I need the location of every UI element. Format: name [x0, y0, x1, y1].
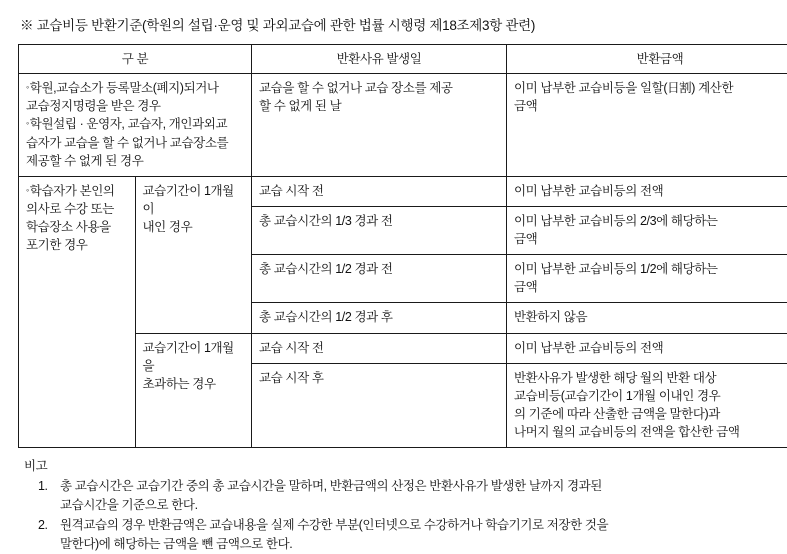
header-reason-date: 반환사유 발생일: [252, 45, 507, 74]
table-header-row: [19, 45, 787, 74]
list-item: [38, 477, 769, 515]
notes-section: [24, 457, 769, 554]
reason-cell: 교습 시작 전: [252, 176, 507, 206]
division-cell-group1: ◦ 학원,교습소가 등록말소(폐지)되거나 교습정지명령을 받은 경우 ◦ 학원설립 · 운영자, 교습자, 개인과외교 습자가 교습을 할 수 없거나 교습장소를 제공할 수 없게 된 경우: [19, 74, 252, 177]
reason-cell: 총 교습시간의 1/2 경과 전: [252, 255, 507, 303]
note-number: 1.: [38, 477, 48, 496]
division-cell-group2: ◦ 학습자가 본인의 의사로 수강 또는 학습장소 사용을 포기한 경우: [19, 176, 136, 447]
amount-cell: 이미 납부한 교습비등의 전액: [507, 176, 787, 206]
note-line: 말한다)에 해당하는 금액을 뺀 금액으로 한다.: [60, 535, 769, 554]
note-line: 원격교습의 경우 반환금액은 교습내용을 실제 수강한 부분(인터넷으로 수강하거나 학습기기로 저장한 것을: [60, 516, 769, 535]
note-line: 총 교습시간은 교습기간 중의 총 교습시간을 말하며, 반환금액의 산정은 반환사유가 발생한 날까지 경과된: [60, 477, 769, 496]
table-row: [19, 74, 787, 177]
amount-cell: 이미 납부한 교습비등의 1/2에 해당하는 금액: [507, 255, 787, 303]
list-item: [38, 516, 769, 554]
reason-cell: 교습 시작 후: [252, 363, 507, 448]
header-division: 구 분: [19, 45, 252, 74]
reason-cell-group1: 교습을 할 수 없거나 교습 장소를 제공 할 수 없게 된 날: [252, 74, 507, 177]
amount-cell-group1: 이미 납부한 교습비등을 일할(日割) 계산한 금액: [507, 74, 787, 177]
subdivision-cell-over-one-month: 교습기간이 1개월을 초과하는 경우: [135, 333, 252, 448]
notes-label: 비고: [24, 457, 769, 476]
refund-criteria-table: [18, 44, 787, 448]
subdivision-cell-within-one-month: 교습기간이 1개월 이 내인 경우: [135, 176, 252, 333]
header-refund-amount: 반환금액: [507, 45, 787, 74]
note-line: 교습시간을 기준으로 한다.: [60, 496, 769, 515]
notes-list: [24, 477, 769, 554]
note-number: 2.: [38, 516, 48, 535]
reason-cell: 교습 시작 전: [252, 333, 507, 363]
reason-cell: 총 교습시간의 1/2 경과 후: [252, 303, 507, 333]
table-row: [19, 176, 787, 206]
reason-cell: 총 교습시간의 1/3 경과 전: [252, 206, 507, 254]
page-title: ※ 교습비등 반환기준(학원의 설립·운영 및 과외교습에 관한 법률 시행령 제18조제3항 관련): [20, 14, 769, 34]
amount-cell: 반환사유가 발생한 해당 월의 반환 대상 교습비등(교습기간이 1개월 이내인 경우 의 기준에 따라 산출한 금액을 말한다)과 나머지 월의 교습비등의 전액을 합산한 금액: [507, 363, 787, 448]
amount-cell: 이미 납부한 교습비등의 2/3에 해당하는 금액: [507, 206, 787, 254]
amount-cell: 반환하지 않음: [507, 303, 787, 333]
amount-cell: 이미 납부한 교습비등의 전액: [507, 333, 787, 363]
